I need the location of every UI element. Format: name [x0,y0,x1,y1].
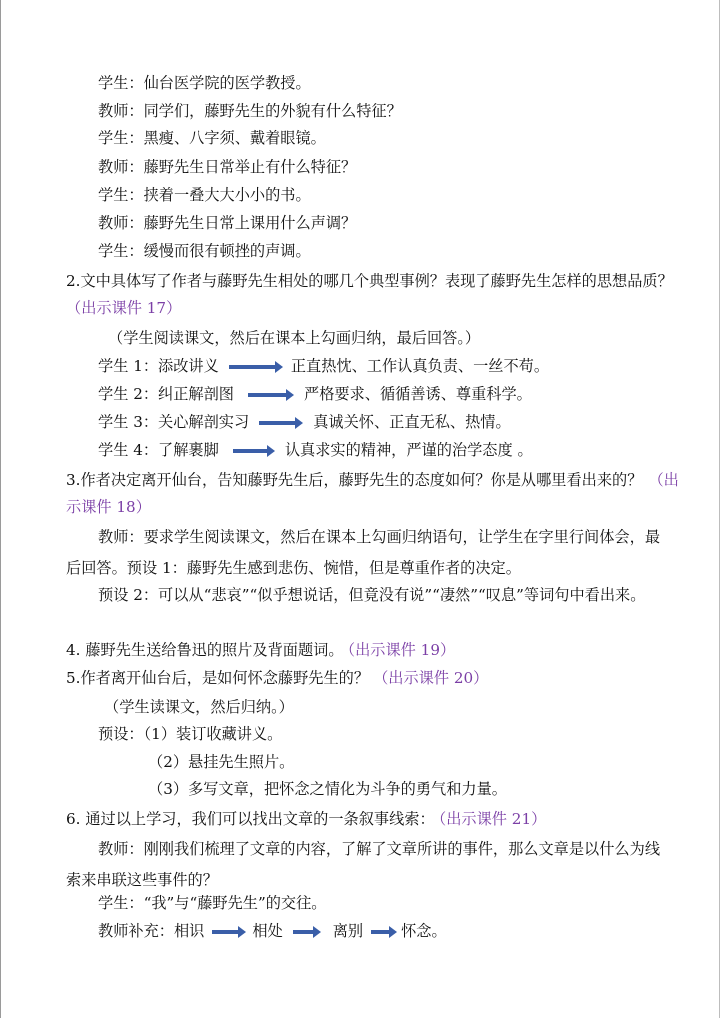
arrow-icon [371,930,391,934]
arrow-icon [212,930,240,934]
courseware-tag: （出 [648,471,679,489]
event-right: 认真求实的精神，严谨的治学态度 。 [284,441,533,459]
preset-item: 预设：（1）装订收藏讲义。 [98,725,283,743]
event-right: 真诚关怀、正直无私、热情。 [313,413,511,431]
preset-item: （3）多写文章，把怀念之情化为斗争的勇气和力量。 [148,780,507,798]
dialogue-line: 教师：藤野先生日常举止有什么特征？ [98,158,357,176]
courseware-tag: （出示课件 19） [347,641,456,659]
arrow-icon [293,930,315,934]
teacher-paragraph: 教师：刚刚我们梳理了文章的内容，了解了文章所讲的事件，那么文章是以什么为线索来串联这些事件的？ [66,840,660,889]
question-3: 3.作者决定离开仙台，告知藤野先生后，藤野先生的态度如何？你是从哪里看出来的？ （出 [66,471,679,489]
arrow-icon [229,365,277,369]
event-right: 正直热忱、工作认真负责、一丝不苟。 [290,357,549,375]
event-left: 学生 4：了解裹脚 [98,441,219,459]
instruction-note: （学生阅读课文，然后在课本上勾画归纳，最后回答。） [108,329,481,347]
page-border-left [0,0,1,1018]
event-right: 严格要求、循循善诱、尊重科学。 [304,385,532,403]
dialogue-line: 学生：黑瘦、八字须、戴着眼镜。 [98,129,326,147]
arrow-icon [233,449,269,453]
clue-row: 教师补充：相识 相处 离别 怀念。 [98,922,447,940]
preset-paragraph: 预设 2：可以从“悲哀”“似乎想说话，但竟没有说”“凄然”“叹息”等词句中看出来。 [98,586,646,604]
event-row [98,356,660,376]
preset-item: （2）悬挂先生照片。 [148,753,295,771]
arrow-icon [248,393,288,397]
teacher-paragraph: 教师：要求学生阅读课文，然后在课本上勾画归纳语句，让学生在字里行间体会，最后回答。预设 1：藤野先生感到悲伤、惋惜，但是尊重作者的决定。 [66,528,660,577]
question-2: 2.文中具体写了作者与藤野先生相处的哪几个典型事例？表现了藤野先生怎样的思想品质？ [66,272,673,290]
arrow-icon [259,421,297,425]
courseware-tag: 示课件 18） [66,498,151,516]
dialogue-line: 学生：缓慢而很有顿挫的声调。 [98,242,311,260]
dialogue-line: 学生：挟着一叠大大小小的书。 [98,186,311,204]
instruction-note: （学生读课文，然后归纳。） [104,698,294,716]
event-left: 学生 1：添改讲义 [98,357,219,375]
dialogue-line: 学生：仙台医学院的医学教授。 [98,74,311,92]
dialogue-line: 教师：同学们，藤野先生的外貌有什么特征？ [98,102,402,120]
question-5: 5.作者离开仙台后，是如何怀念藤野先生的？ （出示课件 20） [66,669,489,687]
dialogue-line: 教师：藤野先生日常上课用什么声调？ [98,214,357,232]
courseware-tag: （出示课件 17） [66,299,182,317]
student-answer: 学生：“我”与“藤野先生”的交往。 [98,894,327,912]
event-row [98,412,660,432]
event-left: 学生 2：纠正解剖图 [98,385,234,403]
courseware-tag: （出示课件 21） [438,810,547,828]
event-row [98,440,660,460]
event-row [98,384,660,404]
event-left: 学生 3：关心解剖实习 [98,413,250,431]
question-4: 4. 藤野先生送给鲁迅的照片及背面题词。 （出示课件 19） [66,641,456,659]
question-6: 6. 通过以上学习，我们可以找出文章的一条叙事线索： （出示课件 21） [66,810,547,828]
courseware-tag: （出示课件 20） [373,669,489,687]
